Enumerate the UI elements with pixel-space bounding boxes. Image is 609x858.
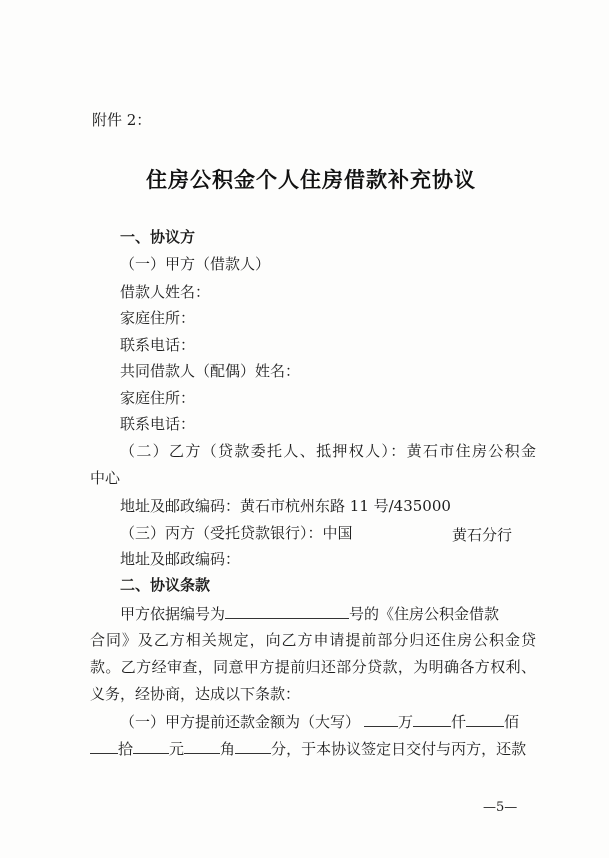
home-address-label: 家庭住所：: [120, 309, 196, 327]
borrower-name-label: 借款人姓名：: [120, 283, 211, 301]
bai-blank: [466, 711, 504, 727]
unit-shi: 拾: [118, 740, 134, 758]
phone-label: 联系电话：: [120, 336, 196, 354]
terms-line1-suffix: 号的《住房公积金借款: [349, 605, 500, 623]
party-c-prefix: （三）丙方（受托贷款银行）：中国: [120, 524, 353, 542]
clause-one-line2: [90, 738, 526, 759]
terms-line2: 合同》及乙方相关规定，向乙方申请提前部分归还住房公积金贷: [90, 631, 536, 649]
unit-yuan: 元: [169, 740, 185, 758]
terms-line1: [120, 603, 499, 624]
party-a-heading: （一）甲方（借款人）: [120, 255, 271, 273]
contract-number-blank: [225, 603, 349, 619]
terms-line3: 款。乙方经审查，同意甲方提前归还部分贷款，为明确各方权利、: [90, 658, 536, 676]
terms-line4: 义务，经协商，达成以下条款：: [90, 685, 301, 703]
unit-fen: 分: [271, 740, 287, 758]
qian-blank: [413, 711, 451, 727]
party-c-suffix: 黄石分行: [452, 526, 513, 544]
terms-heading: 二、协议条款: [120, 576, 211, 594]
unit-bai: 佰: [504, 713, 520, 731]
party-b-line2: 中心: [90, 469, 121, 487]
party-c-address-label: 地址及邮政编码：: [120, 550, 241, 568]
party-b-address: 地址及邮政编码：黄石市杭州东路 11 号/435000: [120, 497, 451, 515]
terms-line1-prefix: 甲方依据编号为: [120, 605, 226, 623]
clause-one-line1: [120, 711, 519, 732]
unit-wan: 万: [398, 713, 414, 731]
wan-blank: [364, 711, 398, 727]
party-b-line1: （二）乙方（贷款委托人、抵押权人）：黄石市住房公积金: [120, 442, 536, 460]
page-number: —5—: [483, 800, 518, 815]
co-home-address-label: 家庭住所：: [120, 389, 196, 407]
jiao-blank: [184, 738, 220, 754]
shi-blank: [90, 738, 118, 754]
co-phone-label: 联系电话：: [120, 415, 196, 433]
clause-one-prefix: （一）甲方提前还款金额为（大写）: [120, 713, 361, 731]
clause-one-suffix: ，于本协议签定日交付与丙方，还款: [286, 740, 527, 758]
attachment-label: 附件 2：: [92, 111, 152, 129]
unit-jiao: 角: [220, 740, 236, 758]
co-borrower-name-label: 共同借款人（配偶）姓名：: [120, 362, 301, 380]
yuan-blank: [133, 738, 169, 754]
document-title: 住房公积金个人住房借款补充协议: [146, 168, 476, 192]
parties-heading: 一、协议方: [120, 228, 196, 246]
unit-qian: 仟: [451, 713, 467, 731]
fen-blank: [235, 738, 271, 754]
